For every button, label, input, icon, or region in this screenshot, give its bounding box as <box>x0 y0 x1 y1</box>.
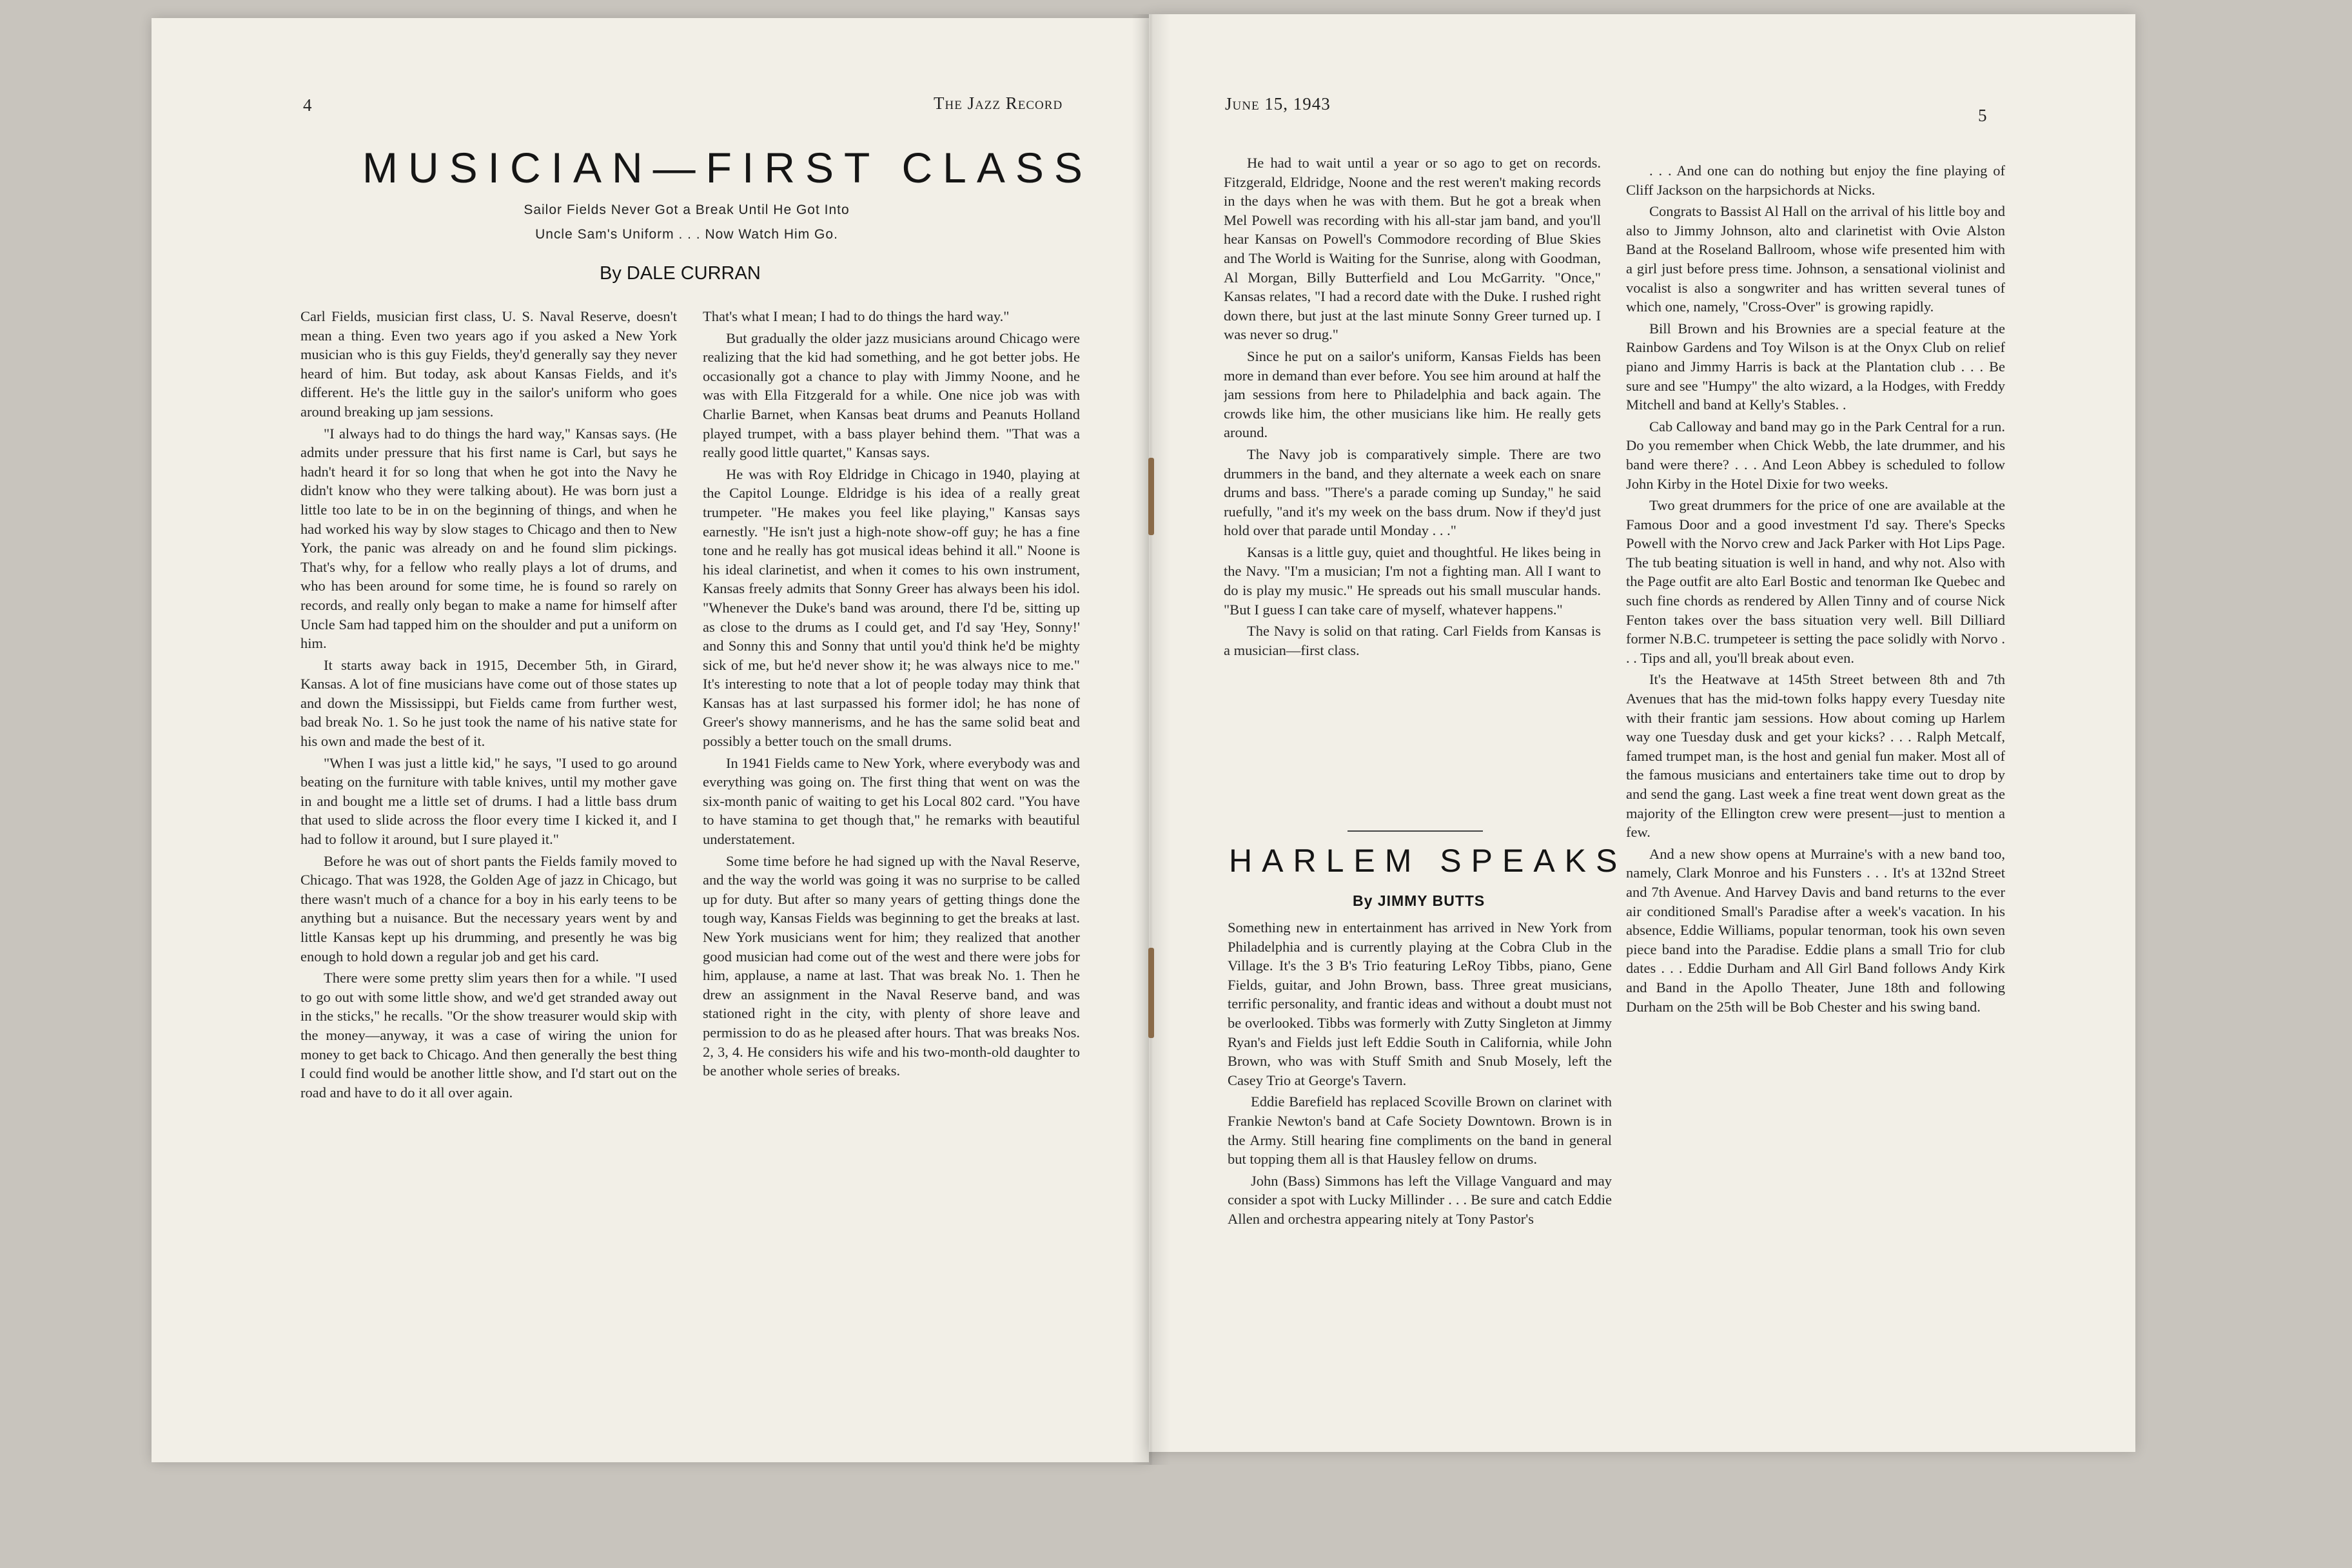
article-col2-para: In 1941 Fields came to New York, where everybody was and everything was going on. The first thing that went on was the six-month panic of waiting to get his Local 802 card. "You have to have stamina to get though that," he remarks with beautiful understatement. <box>703 754 1080 848</box>
article-col1-para: "I always had to do things the hard way," Kansas says. (He admits under pressure that his first name is Carl, but says he hadn't heard it for so long that when he got into the Navy he didn't know who they were talking about). He was born just a little too late to be in on the beginning of things, and when he had worked his way by slow stages to Chicago and then to New York, the panic was already on and he found slim pickings. That's why, for a fellow who really plays a lot of drums, and who has been around for some time, he is found so rarely on records, and really only began to make a name for himself after Uncle Sam had tapped him on the shoulder and put a uniform on him. <box>300 425 677 652</box>
article-col2-para: But gradually the older jazz musicians around Chicago were realizing that the kid had something, and he got better jobs. He occasionally got a chance to play with Jimmy Noone, and he was with Ella Fitzgerald for a while. One nice job was with Charlie Barnet, when Kansas beat drums and Peanuts Holland played trumpet, with a bass player behind them. "That was a really good little quartet," Kansas says. <box>703 329 1080 461</box>
article-col1-para: It starts away back in 1915, December 5th, in Girard, Kansas. A lot of fine musicians have come out of those states up and down the Mississippi, but Fields came from further west, bad break No. 1. So he just took the name of his native state for his own and made the best of it. <box>300 656 677 750</box>
harlem-column-1 <box>1228 918 1612 1363</box>
right-column-1-continuation <box>1224 153 1601 824</box>
article-subtitle-line1: Sailor Fields Never Got a Break Until He Got Into <box>524 202 850 217</box>
staple-top <box>1148 458 1154 535</box>
harlem-speaks-title: HARLEM SPEAKS <box>1229 843 1627 879</box>
article-column-2 <box>703 307 1080 1364</box>
article-col1-para: Before he was out of short pants the Fields family moved to Chicago. That was 1928, the Golden Age of jazz in Chicago, but there wasn't much of a chance for a boy in his early teens to be anything but a nuisance. But the necessary years went by and little Kansas kept up his drumming, and presently he was big enough to hold down a regular job and get his card. <box>300 852 677 965</box>
article-subtitle-line2: Uncle Sam's Uniform . . . Now Watch Him Go. <box>535 227 838 242</box>
right-col1-para: The Navy is solid on that rating. Carl Fields from Kansas is a musician—first class. <box>1224 623 1601 658</box>
harlem-col2-para: . . . And one can do nothing but enjoy the fine playing of Cliff Jackson on the harpsichords at Nicks. <box>1626 162 2005 198</box>
article-col1-para: Carl Fields, musician first class, U. S. Naval Reserve, doesn't mean a thing. Even two years ago if you asked a New York musician who is this guy Fields, they'd generally say they never heard of him. But today, ask about Kansas Fields, and it's different. He's the little guy in the sailor's uniform who goes around breaking up jam sessions. <box>300 308 677 420</box>
right-page-number: 5 <box>1978 106 1988 125</box>
article-byline: By DALE CURRAN <box>600 263 761 284</box>
harlem-column-2 <box>1626 161 2005 1360</box>
section-divider <box>1348 830 1483 832</box>
harlem-col2-para: Two great drummers for the price of one are available at the Famous Door and a good investment I'd say. There's Specks Powell with the Norvo crew and Jack Parker with Hot Lips Page. The tub beating situation is well in hand, and why not. Also with the Page outfit are alto Earl Bostic and tenorman Ike Quebec and such fine chords as rendered by Allen Tinny and of course Nick Fenton takes over the bass situation very well. Bill Dilliard former N.B.C. trumpeteer is setting the pace solidly with Norvo . . . Tips and all, you'll break about even. <box>1626 497 2005 666</box>
right-col1-para: Kansas is a little guy, quiet and thoughtful. He likes being in the Navy. "I'm a musician; I'm not a fighting man. All I want to do is play my music." He spreads out his small muscular hands. "But I guess I can take care of myself, whatever happens." <box>1224 544 1601 618</box>
harlem-col2-para: Cab Calloway and band may go in the Park Central for a run. Do you remember when Chick Webb, the late drummer, and his band were there? . . . And Leon Abbey is scheduled to follow John Kirby in the Hotel Dixie for two weeks. <box>1626 418 2005 492</box>
left-running-head: The Jazz Record <box>934 93 1063 113</box>
article-col1-para: There were some pretty slim years then for a while. "I used to go out with some little show, and we'd get stranded away out in the sticks," he recalls. "Or the show treasurer would skip with the money—anyway, it was a case of wiring the union for money to get back to Chicago. And then generally the best thing I could find would be another little show, and I'd start out on the road and have to do it all over again. <box>300 970 677 1101</box>
right-col1-para: He had to wait until a year or so ago to get on records. Fitzgerald, Eldridge, Noone and the rest weren't making records in the days when he was with them. But he got a break when Mel Powell was recording with his all-star jam band, and you'll hear Kansas on Powell's Commodore recording of Blue Skies and The World is Waiting for the Sunrise, along with Goodman, Al Morgan, Billy Butterfield and Lou McGarrity. "Once," Kansas relates, "I had a record date with the Duke. I rushed right down there, but just at the last minute Sonny Greer turned up. I was never so drug." <box>1224 155 1601 343</box>
harlem-speaks-byline: By JIMMY BUTTS <box>1353 892 1485 909</box>
harlem-col2-para: Congrats to Bassist Al Hall on the arrival of his little boy and also to Jimmy Johnson, alto and clarinetist with Ovie Alston Band at the Roseland Ballroom, whose wife presented him with a girl just before press time. Johnson, a sensational violinist and vocalist is also a songwriter and has written several tunes of which one, namely, "Cross-Over" is growing rapidly. <box>1626 203 2005 315</box>
article-col1-para: "When I was just a little kid," he says, "I used to go around beating on the furniture with table knives, until my mother gave in and bought me a little set of drums. I had a little bass drum that used to slide across the floor every time I kicked it, and I had to follow it around, but I sure played it." <box>300 754 677 848</box>
staple-bottom <box>1148 948 1154 1038</box>
article-col2-para: He was with Roy Eldridge in Chicago in 1940, playing at the Capitol Lounge. Eldridge is his idea of a really great trumpeter. "He makes you feel like playing," Kansas says earnestly. "He isn't just a high-note show-off guy; he has a fine tone and he really has got musical ideas behind it all." Noone is his ideal clarinetist, and when it comes to his own instrument, Kansas freely admits that Sonny Greer has always been his idol. "Whenever the Duke's band was around, there I'd be, sitting up as close to the drums as I could get, and I'd say 'Hey, Sonny!' and Sonny this and Sonny that until you'd think he'd be mighty sick of me, but he'd never show it; he was always nice to me." It's interesting to note that a lot of people today may think that Kansas has at last surpassed his former idol; he has none of Greer's showy mannerisms, and he has the same solid beat and possibly a better touch on the small drums. <box>703 466 1080 750</box>
right-running-head: June 15, 1943 <box>1225 94 1331 113</box>
harlem-col2-para: And a new show opens at Murraine's with a new band too, namely, Clark Monroe and his Funsters . . . It's at 132nd Street and 7th Avenue. And Harvey Davis and band returns to the ever air conditioned Small's Paradise after a week's vacation. In his absence, Eddie Williams, popular tenorman, took his own seven piece band into the Paradise. Eddie plans a small Trio for club dates . . . Eddie Durham and All Girl Band follows Andy Kirk and Band in the Apollo Theater, June 18th and following Durham on the 25th will be Bob Chester and his swing band. <box>1626 845 2005 1015</box>
article-col2-para: Some time before he had signed up with the Naval Reserve, and the way the world was going it was no surprise to be called up for duty. But after so many years of getting things done the tough way, Kansas Fields was beginning to get the breaks at last. New York musicians went for him; they realized that another good musician had come out of the west and there were jobs for him, applause, a name at last. That was break No. 1. Then he drew an assignment in the Naval Reserve band, and was stationed right in the city, with plenty of shore leave and permission to do as he pleased after hours. That was breaks Nos. 2, 3, 4. He considers his wife and his two-month-old daughter to be another whole series of breaks. <box>703 852 1080 1079</box>
article-column-1 <box>300 307 677 1364</box>
harlem-col2-para: Bill Brown and his Brownies are a special feature at the Rainbow Gardens and Toy Wilson is at the Onyx Club on relief piano and Jimmy Harris is back at the Plantation club . . . Be sure and see "Humpy" the alto wizard, a la Hodges, with Freddy Mitchell and band at Kelly's Stables. . <box>1626 320 2005 413</box>
harlem-col1-para: John (Bass) Simmons has left the Village Vanguard and may consider a spot with Lucky Millinder . . . Be sure and catch Eddie Allen and orchestra appearing nitely at Tony Pastor's <box>1228 1172 1612 1227</box>
harlem-col2-para: It's the Heatwave at 145th Street between 8th and 7th Avenues that has the mid-town folks happy every Tuesday nite with their frantic jam sessions. How about coming up Harlem way one Tuesday dusk and get your kicks? . . . Ralph Metcalf, famed trumpet man, is the host and genial fun maker. Most all of the famous musicians and entertainers take time out to drop by and send the gang. Last week a fine treat went down great as the majority of the Ellington crew were present—just to mention a few. <box>1626 671 2005 841</box>
binding-spine <box>1132 14 1170 1465</box>
left-page-number: 4 <box>303 95 313 115</box>
harlem-col1-para: Something new in entertainment has arrived in New York from Philadelphia and is currently playing at the Cobra Club in the Village. It's the 3 B's Trio featuring LeRoy Tibbs, piano, Gene Fields, guitar, and John Brown, bass. Three great musicians, terrific personality, and frantic ideas and without a doubt must not be overlooked. Tibbs was formerly with Zutty Singleton at Jimmy Ryan's and Fields just left Eddie South in California, while John Brown, who was with Stuff Smith and Snub Mosely, left the Casey Trio at George's Tavern. <box>1228 919 1612 1088</box>
article-title: MUSICIAN—FIRST CLASS <box>362 144 1093 191</box>
harlem-col1-para: Eddie Barefield has replaced Scoville Brown on clarinet with Frankie Newton's band at Cafe Society Downtown. Brown is in the Army. Still hearing fine compliments on the band in general but topping them all is that Hausley fellow on drums. <box>1228 1093 1612 1168</box>
right-col1-para: The Navy job is comparatively simple. There are two drummers in the band, and they alternate a week each on snare drums and bass. "There's a parade coming up Sunday," he said ruefully, "and it's my week on the bass drum. Now if they'd just hold over that parade until Monday . . ." <box>1224 446 1601 539</box>
article-col2-para: That's what I mean; I had to do things the hard way." <box>703 308 1010 324</box>
right-col1-para: Since he put on a sailor's uniform, Kansas Fields has been more in demand than ever before. You see him around at half the jam sessions from here to Philadelphia and back again. The crowds like him, the other musicians like him. He really gets around. <box>1224 348 1601 441</box>
